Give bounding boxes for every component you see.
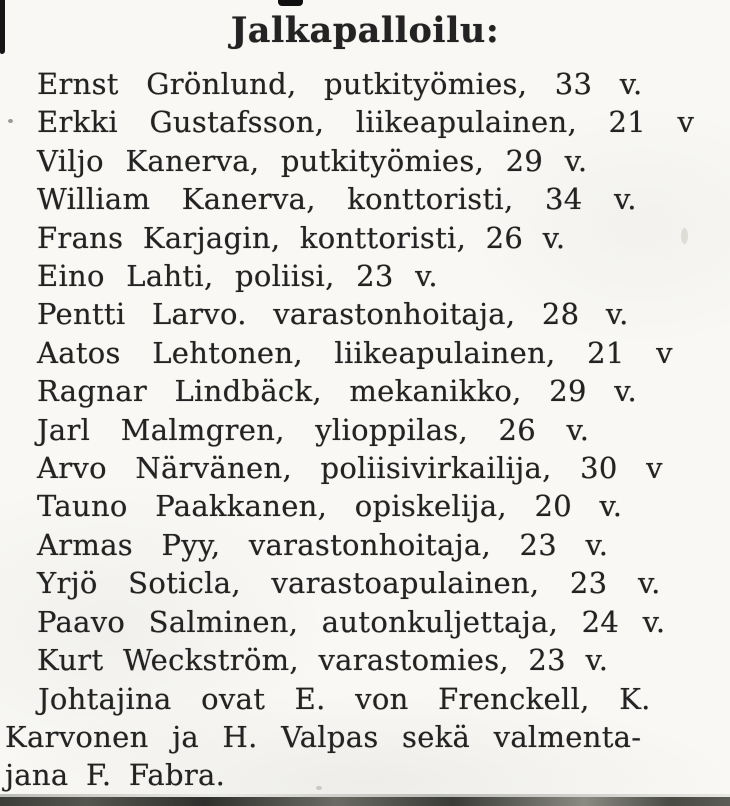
player-entry: Paavo Salminen, autonkuljettaja, 24 v. (37, 604, 666, 639)
player-entry: Tauno Paakkanen, opiskelija, 20 v. (37, 489, 623, 524)
player-list (37, 65, 730, 680)
directors-line: jana F. Fabra. (5, 758, 226, 793)
player-entry: Pentti Larvo. varastonhoitaja, 28 v. (37, 297, 629, 332)
directors-line: Johtajina ovat E. von Frenckell, K. (38, 681, 651, 716)
player-entry: Jarl Malmgren, ylioppilas, 26 v. (37, 412, 590, 447)
player-entry: Ernst Grönlund, putkityömies, 33 v. (37, 67, 643, 101)
scan-speck (681, 228, 688, 244)
scan-speck (8, 119, 13, 123)
scan-streak-artifact (0, 0, 5, 54)
player-entry: Frans Karjagin, konttoristi, 26 v. (37, 220, 566, 255)
player-entry: William Kanerva, konttoristi, 34 v. (37, 182, 637, 217)
scan-edge-band (0, 797, 730, 806)
player-entry: Yrjö Soticla, varastoapulainen, 23 v. (37, 566, 661, 601)
player-entry: Ragnar Lindbäck, mekanikko, 29 v. (37, 374, 637, 409)
directors-paragraph (5, 680, 730, 795)
player-entry: Aatos Lehtonen, liikeapulainen, 21 v (37, 335, 673, 370)
player-entry: Eino Lahti, poliisi, 23 v. (37, 259, 438, 294)
scan-speck (316, 786, 322, 790)
page-title: Jalkapalloilu: (230, 10, 500, 51)
cut-off-text-artifact (278, 0, 303, 6)
player-entry: Erkki Gustafsson, liikeapulainen, 21 v (37, 105, 695, 140)
player-entry: Kurt Weckström, varastomies, 23 v. (37, 643, 609, 678)
player-entry: Armas Pyy, varastonhoitaja, 23 v. (37, 527, 609, 562)
player-entry: Arvo Närvänen, poliisivirkailija, 30 v (37, 451, 663, 486)
player-entry: Viljo Kanerva, putkityömies, 29 v. (37, 143, 588, 178)
directors-line: Karvonen ja H. Valpas sekä valmenta- (5, 719, 642, 754)
